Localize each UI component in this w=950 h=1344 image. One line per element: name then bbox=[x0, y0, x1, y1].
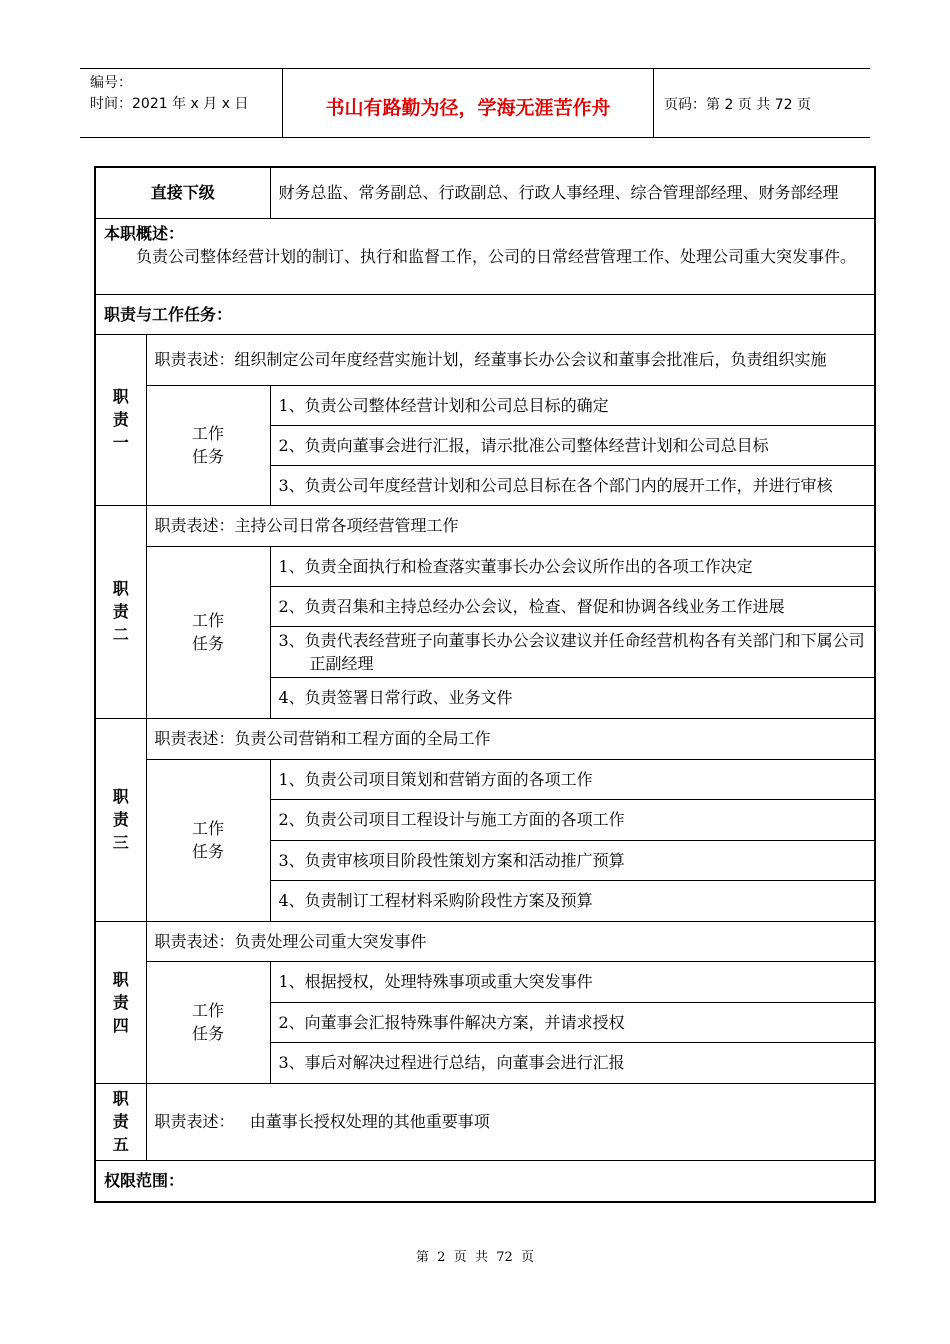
duty-1-description-row bbox=[95, 334, 875, 385]
duty-2-task-label: 工作任务 bbox=[146, 546, 270, 718]
duty-4-task-1: 1、根据授权，处理特殊事项或重大突发事件 bbox=[270, 961, 875, 1002]
date-label: 时间：2021 年 x 月 x 日 bbox=[90, 96, 249, 112]
duty-4-description: 职责表述：负责处理公司重大突发事件 bbox=[146, 921, 875, 961]
duty-2-task-row bbox=[95, 546, 875, 586]
duty-4-task-row bbox=[95, 961, 875, 1002]
duty-3-name: 职责三 bbox=[95, 718, 146, 921]
header-motto: 书山有路勤为径，学海无涯苦作舟 bbox=[283, 69, 654, 137]
subordinates-label: 直接下级 bbox=[95, 167, 270, 218]
duty-1-task-3: 3、负责公司年度经营计划和公司总目标在各个部门内的展开工作，并进行审核 bbox=[270, 465, 875, 505]
duty-3-task-4: 4、负责制订工程材料采购阶段性方案及预算 bbox=[270, 880, 875, 921]
duty-3-task-label: 工作任务 bbox=[146, 759, 270, 921]
duty-5-row bbox=[95, 1083, 875, 1160]
duty-2-description-row bbox=[95, 505, 875, 546]
header-meta bbox=[80, 69, 283, 137]
header-page-number: 页码：第 2 页 共 72 页 bbox=[664, 97, 811, 113]
duty-3-task-1: 1、负责公司项目策划和营销方面的各项工作 bbox=[270, 759, 875, 799]
duty-1-task-2: 2、负责向董事会进行汇报，请示批准公司整体经营计划和公司总目标 bbox=[270, 425, 875, 465]
duty-4-name: 职责四 bbox=[95, 921, 146, 1083]
job-description-table bbox=[94, 166, 876, 1203]
duty-1-name: 职责一 bbox=[95, 334, 146, 505]
authority-label: 权限范围： bbox=[95, 1160, 875, 1202]
overview-label: 本职概述： bbox=[104, 223, 185, 243]
duty-5-name: 职责五 bbox=[95, 1083, 146, 1160]
duty-2-description: 职责表述：主持公司日常各项经营管理工作 bbox=[146, 505, 875, 546]
duties-title: 职责与工作任务： bbox=[95, 294, 875, 334]
overview-cell bbox=[95, 218, 875, 294]
duty-3-description-row bbox=[95, 718, 875, 759]
duty-2-task-4: 4、负责签署日常行政、业务文件 bbox=[270, 677, 875, 718]
page-footer: 第 2 页 共 72 页 bbox=[415, 1250, 535, 1265]
overview-text: 负责公司整体经营计划的制订、执行和监督工作，公司的日常经营管理工作、处理公司重大突发事件。 bbox=[136, 246, 857, 266]
duty-4-task-3: 3、事后对解决过程进行总结，向董事会进行汇报 bbox=[270, 1042, 875, 1083]
duty-4-description-row bbox=[95, 921, 875, 961]
overview-row bbox=[95, 218, 875, 294]
duty-1-description: 职责表述：组织制定公司年度经营实施计划，经董事长办公会议和董事会批准后，负责组织实施 bbox=[146, 334, 875, 385]
duty-1-task-label: 工作任务 bbox=[146, 385, 270, 505]
duty-4-task-2: 2、向董事会汇报特殊事件解决方案，并请求授权 bbox=[270, 1002, 875, 1042]
number-label: 编号： bbox=[90, 75, 132, 91]
duty-5-description: 职责表述： 由董事长授权处理的其他重要事项 bbox=[146, 1083, 875, 1160]
duty-3-description: 职责表述：负责公司营销和工程方面的全局工作 bbox=[146, 718, 875, 759]
authority-row bbox=[95, 1160, 875, 1202]
document-header bbox=[80, 68, 870, 138]
duty-1-task-row bbox=[95, 385, 875, 425]
duty-3-task-3: 3、负责审核项目阶段性策划方案和活动推广预算 bbox=[270, 840, 875, 880]
duty-3-task-row bbox=[95, 759, 875, 799]
duty-2-task-3: 3、负责代表经营班子向董事长办公会议建议并任命经营机构各有关部门和下属公司正副经理 bbox=[270, 626, 875, 677]
subordinates-value: 财务总监、常务副总、行政副总、行政人事经理、综合管理部经理、财务部经理 bbox=[270, 167, 875, 218]
duties-title-row bbox=[95, 294, 875, 334]
duty-2-name: 职责二 bbox=[95, 505, 146, 718]
duty-3-task-2: 2、负责公司项目工程设计与施工方面的各项工作 bbox=[270, 799, 875, 840]
duty-4-task-label: 工作任务 bbox=[146, 961, 270, 1083]
duty-2-task-1: 1、负责全面执行和检查落实董事长办公会议所作出的各项工作决定 bbox=[270, 546, 875, 586]
duty-2-task-2: 2、负责召集和主持总经办公会议，检查、督促和协调各线业务工作进展 bbox=[270, 586, 875, 626]
subordinates-row bbox=[95, 167, 875, 218]
duty-1-task-1: 1、负责公司整体经营计划和公司总目标的确定 bbox=[270, 385, 875, 425]
